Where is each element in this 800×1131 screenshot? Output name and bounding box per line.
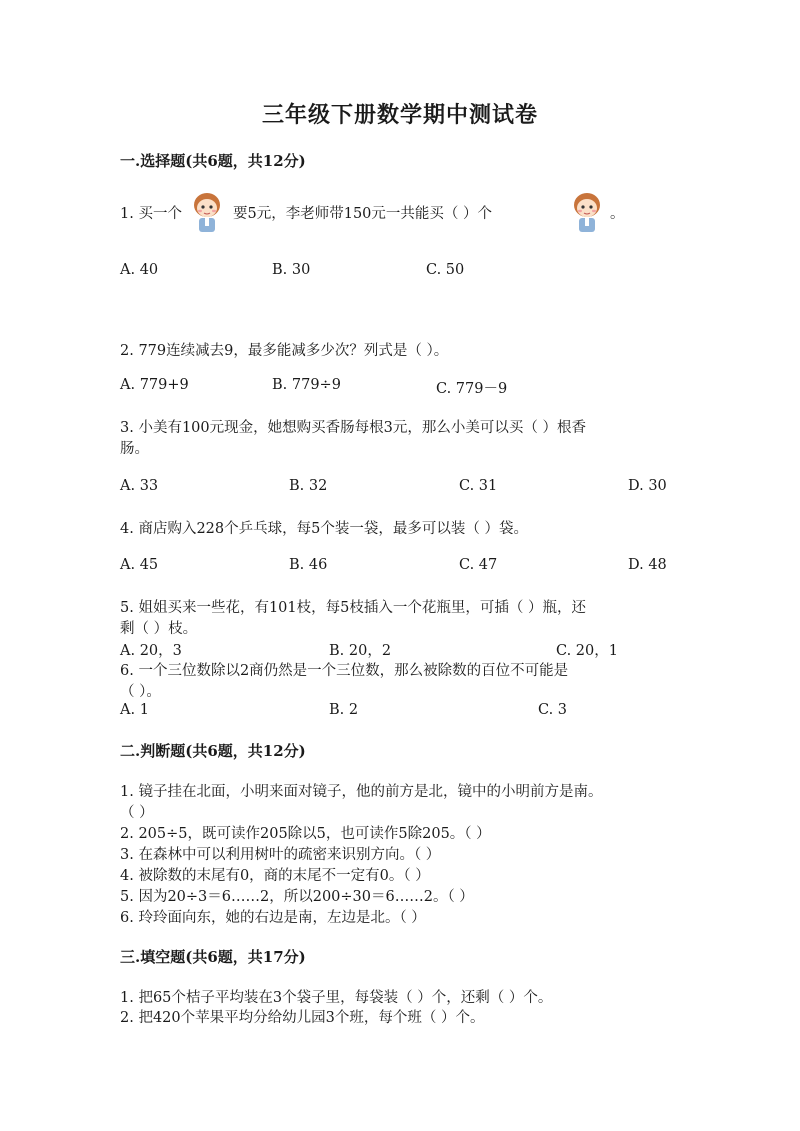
option-b: B. 2 (329, 702, 359, 718)
judgment-item-2: 2. 205÷5，既可读作205除以5，也可读作5除205。（ ） (120, 826, 491, 842)
page-title: 三年级下册数学期中测试卷 (261, 102, 538, 128)
fill-item-1: 1. 把65个桔子平均装在3个袋子里，每袋装（ ）个，还剩（ ）个。 (120, 990, 553, 1006)
judgment-item-5: 5. 因为20÷3＝6……2，所以200÷30＝6……2。（ ） (120, 889, 474, 905)
option-b: B. 30 (272, 262, 311, 278)
option-b: B. 46 (289, 557, 328, 573)
option-c: C. 31 (459, 478, 498, 494)
question-text-part: 要5元，李老师带150元一共能买（ ）个 (233, 206, 493, 222)
section-heading-judgment: 二.判断题(共6题，共12分) (120, 742, 306, 760)
option-a: A. 33 (120, 478, 159, 494)
question-text-line1: 3. 小美有100元现金，她想购买香肠每根3元，那么小美可以买（ ）根香 (120, 420, 586, 436)
question-text-line2: 剩（ ）枝。 (120, 621, 198, 637)
option-a: A. 40 (120, 262, 159, 278)
option-c: C. 779－9 (436, 381, 508, 397)
judgment-item-1-line2: （ ） (120, 805, 154, 821)
section-heading-choice: 一.选择题(共6题，共12分) (120, 152, 306, 170)
question-text-line1: 5. 姐姐买来一些花，有101枝，每5枝插入一个花瓶里，可插（ ）瓶，还 (120, 600, 586, 616)
option-a: A. 1 (120, 702, 149, 718)
option-c: C. 20，1 (556, 643, 618, 659)
judgment-item-1-line1: 1. 镜子挂在北面，小明来面对镜子，他的前方是北，镜中的小明前方是南。 (120, 784, 603, 800)
boy-cartoon-icon (570, 190, 604, 236)
boy-cartoon-icon (190, 190, 224, 236)
judgment-item-6: 6. 玲玲面向东，她的右边是南，左边是北。（ ） (120, 910, 426, 926)
option-c: C. 50 (426, 262, 465, 278)
question-text: 2. 779连续减去9，最多能减多少次？列式是（ ）。 (120, 343, 449, 359)
section-heading-fill-in: 三.填空题(共6题，共17分) (120, 948, 306, 966)
option-a: A. 779+9 (120, 377, 189, 393)
question-text-line2: 肠。 (120, 441, 149, 457)
fill-item-2: 2. 把420个苹果平均分给幼儿园3个班，每个班（ ）个。 (120, 1010, 485, 1026)
judgment-item-4: 4. 被除数的末尾有0，商的末尾不一定有0。（ ） (120, 868, 430, 884)
option-b: B. 779÷9 (272, 377, 341, 393)
option-a: A. 20，3 (120, 643, 182, 659)
option-c: C. 3 (538, 702, 568, 718)
option-a: A. 45 (120, 557, 159, 573)
question-text-part: 1. 买一个 (120, 206, 182, 222)
option-b: B. 20，2 (329, 643, 392, 659)
option-d: D. 30 (628, 478, 667, 494)
option-c: C. 47 (459, 557, 498, 573)
judgment-item-3: 3. 在森林中可以利用树叶的疏密来识别方向。（ ） (120, 847, 441, 863)
question-text-line2: （ ）。 (120, 684, 161, 700)
option-b: B. 32 (289, 478, 328, 494)
question-text-part: 。 (610, 206, 625, 222)
question-text: 4. 商店购入228个乒乓球，每5个装一袋，最多可以装（ ）袋。 (120, 521, 528, 537)
option-d: D. 48 (628, 557, 667, 573)
question-text-line1: 6. 一个三位数除以2商仍然是一个三位数，那么被除数的百位不可能是 (120, 663, 569, 679)
